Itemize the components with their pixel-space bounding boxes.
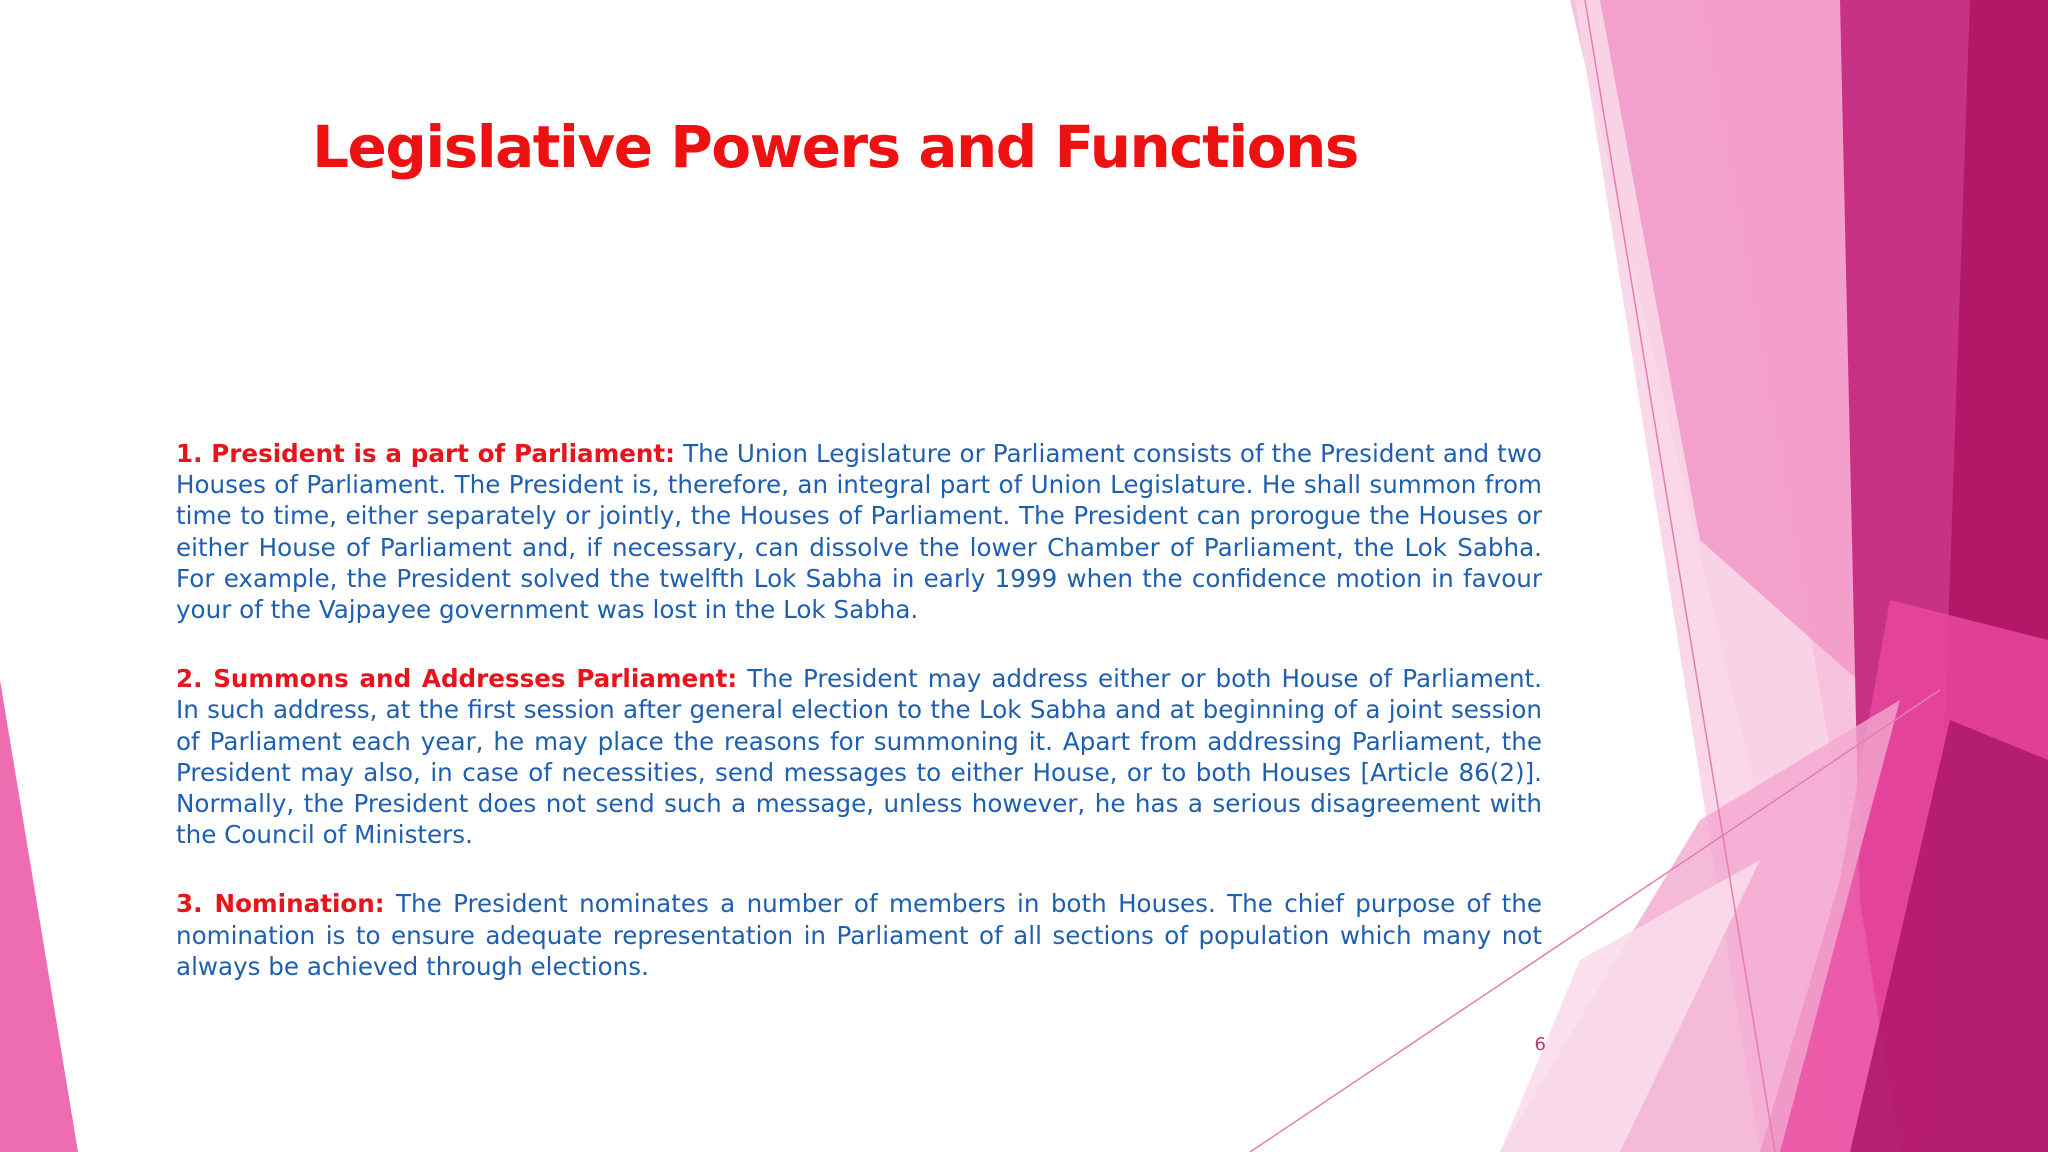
slide-body xyxy=(176,438,1542,1020)
point-2-heading: 2. Summons and Addresses Parliament: xyxy=(176,664,738,694)
slide-title: Legislative Powers and Functions xyxy=(312,113,1358,181)
point-3-text: The President nominates a number of members in both Houses. The chief purpose of the nomination is to ensure adequate representation in Parliament of all sections of population which many not always be achieved through elections. xyxy=(176,889,1542,981)
decor-shape-left-edge xyxy=(0,680,78,1152)
point-2-paragraph xyxy=(176,663,1542,850)
point-1-paragraph xyxy=(176,438,1542,625)
point-1-text: The Union Legislature or Parliament consists of the President and two Houses of Parliament. The President is, therefore, an integral part of Union Legislature. He shall summon from time to time, either separately or jointly, the Houses of Parliament. The President can prorogue the Houses or either House of Parliament and, if necessary, can dissolve the lower Chamber of Parliament, the Lok Sabha. For example, the President solved the twelfth Lok Sabha in early 1999 when the confidence motion in favour your of the Vajpayee government was lost in the Lok Sabha. xyxy=(176,439,1542,625)
point-3-paragraph xyxy=(176,888,1542,982)
page-number: 6 xyxy=(1534,1034,1546,1055)
point-2-text: The President may address either or both House of Parliament. In such address, at the first session after general election to the Lok Sabha and at beginning of a joint session of Parliament each year, he may place the reasons for summoning it. Apart from addressing Parliament, the President may also, in case of necessities, send messages to either House, or to both Houses [Article 86(2)]. Normally, the President does not send such a message, unless however, he has a serious disagreement with the Council of Ministers. xyxy=(176,664,1543,850)
point-3-heading: 3. Nomination: xyxy=(176,889,385,919)
point-1-heading: 1. President is a part of Parliament: xyxy=(176,439,676,468)
